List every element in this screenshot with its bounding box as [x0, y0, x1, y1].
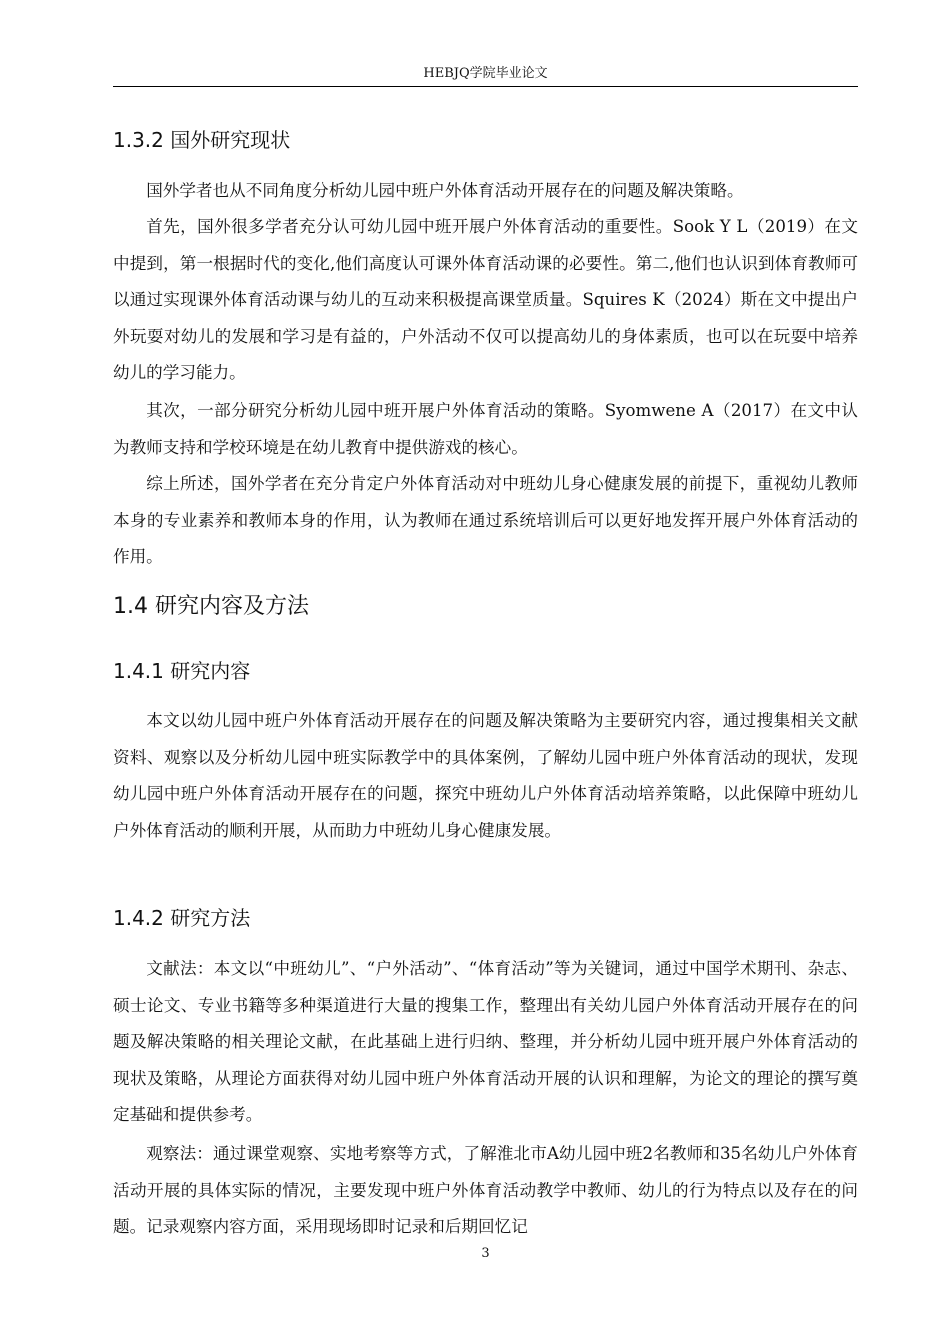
- heading-1-3-2: 1.3.2 国外研究现状: [113, 128, 291, 152]
- paragraph-1-3-2-summary: 综上所述，国外学者在充分肯定户外体育活动对中班幼儿身心健康发展的前提下，重视幼儿教师本身的专业素养和教师本身的作用，认为教师在通过系统培训后可以更好地发挥开展户外体育活动的作用。: [113, 474, 858, 566]
- heading-1-4-2: 1.4.2 研究方法: [113, 906, 251, 930]
- paragraph-1-4-1: 本文以幼儿园中班户外体育活动开展存在的问题及解决策略为主要研究内容，通过搜集相关文献资料、观察以及分析幼儿园中班实际教学中的具体案例，了解幼儿园中班户外体育活动的现状，发现幼儿园中班户外体育活动开展存在的问题，探究中班幼儿户外体育活动培养策略，以此保障中班幼儿户外体育活动的顺利开展，从而助力中班幼儿身心健康发展。: [113, 711, 858, 840]
- paragraph-1-3-2-second: 其次，一部分研究分析幼儿园中班开展户外体育活动的策略。Syomwene A（2017）在文中认为教师支持和学校环境是在幼儿教育中提供游戏的核心。: [113, 401, 858, 457]
- page-header: HEBJQ学院毕业论文: [423, 66, 548, 81]
- paragraph-1-4-2-observation: 观察法：通过课堂观察、实地考察等方式，了解淮北市A幼儿园中班2名教师和35名幼儿户外体育活动开展的具体实际的情况，主要发现中班户外体育活动教学中教师、幼儿的行为特点以及存在的问题。记录观察内容方面，采用现场即时记录和后期回忆记: [113, 1144, 858, 1236]
- paragraph-1-4-2-literature: 文献法：本文以“中班幼儿”、“户外活动”、“体育活动”等为关键词，通过中国学术期刊、杂志、硕士论文、专业书籍等多种渠道进行大量的搜集工作，整理出有关幼儿园户外体育活动开展存在的问题及解决策略的相关理论文献，在此基础上进行归纳、整理，并分析幼儿园中班开展户外体育活动的现状及策略，从理论方面获得对幼儿园中班户外体育活动开展的认识和理解，为论文的理论的撰写奠定基础和提供参考。: [113, 959, 858, 1124]
- header-rule: [113, 86, 858, 87]
- heading-1-4: 1.4 研究内容及方法: [113, 594, 309, 619]
- paragraph-1-3-2-first: 首先，国外很多学者充分认可幼儿园中班开展户外体育活动的重要性。Sook Y L（2019）在文中提到，第一根据时代的变化,他们高度认可课外体育活动课的必要性。第二,他们也认识到体育教师可以通过实现课外体育活动课与幼儿的互动来积极提高课堂质量。Squires K（2024）斯在文中提出户外玩耍对幼儿的发展和学习是有益的，户外活动不仅可以提高幼儿的身体素质，也可以在玩耍中培养幼儿的学习能力。: [113, 217, 858, 382]
- page-number: 3: [481, 1246, 490, 1261]
- heading-1-4-1: 1.4.1 研究内容: [113, 659, 251, 683]
- paragraph-1-3-2-intro: 国外学者也从不同角度分析幼儿园中班户外体育活动开展存在的问题及解决策略。: [146, 181, 744, 200]
